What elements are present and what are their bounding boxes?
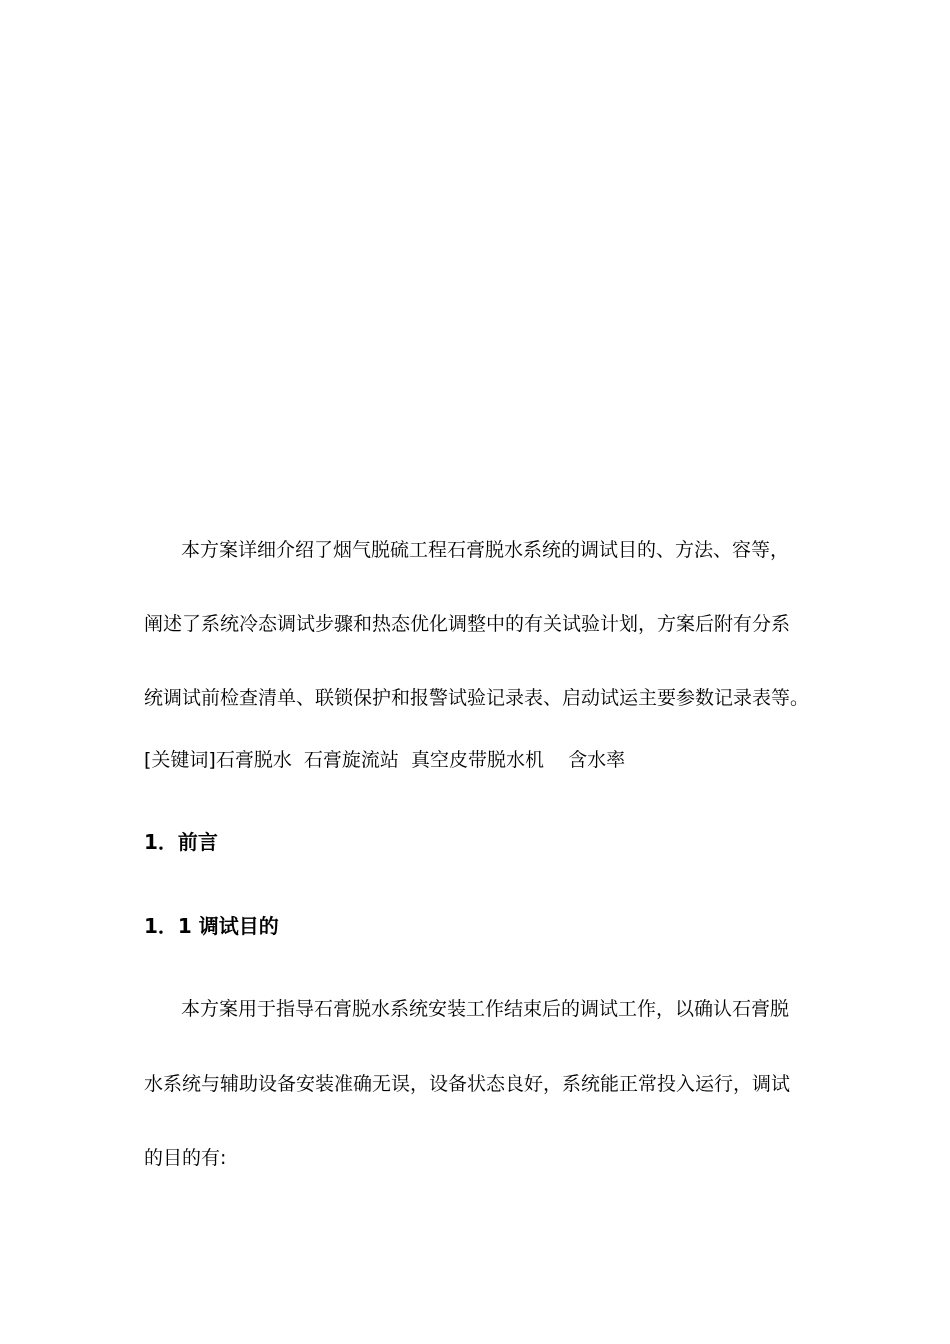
abstract-line-1: 本方案详细介绍了烟气脱硫工程石膏脱水系统的调试目的、方法、容等， xyxy=(181,539,790,561)
purpose-line-1: 本方案用于指导石膏脱水系统安装工作结束后的调试工作，以确认石膏脱 xyxy=(181,998,790,1020)
section-heading-purpose: 1．1 调试目的 xyxy=(144,914,279,938)
purpose-line-3: 的目的有: xyxy=(144,1147,227,1169)
abstract-line-2: 阐述了系统冷态调试步骤和热态优化调整中的有关试验计划，方案后附有分系 xyxy=(144,613,791,635)
purpose-line-2: 水系统与辅助设备安装准确无误，设备状态良好，系统能正常投入运行，调试 xyxy=(144,1073,791,1095)
section-heading-preface: 1．前言 xyxy=(144,830,218,854)
keywords-line: [关键词]石膏脱水 石膏旋流站 真空皮带脱水机 含水率 xyxy=(144,749,626,771)
abstract-line-3: 统调试前检查清单、联锁保护和报警试验记录表、启动试运主要参数记录表等。 xyxy=(144,687,810,709)
